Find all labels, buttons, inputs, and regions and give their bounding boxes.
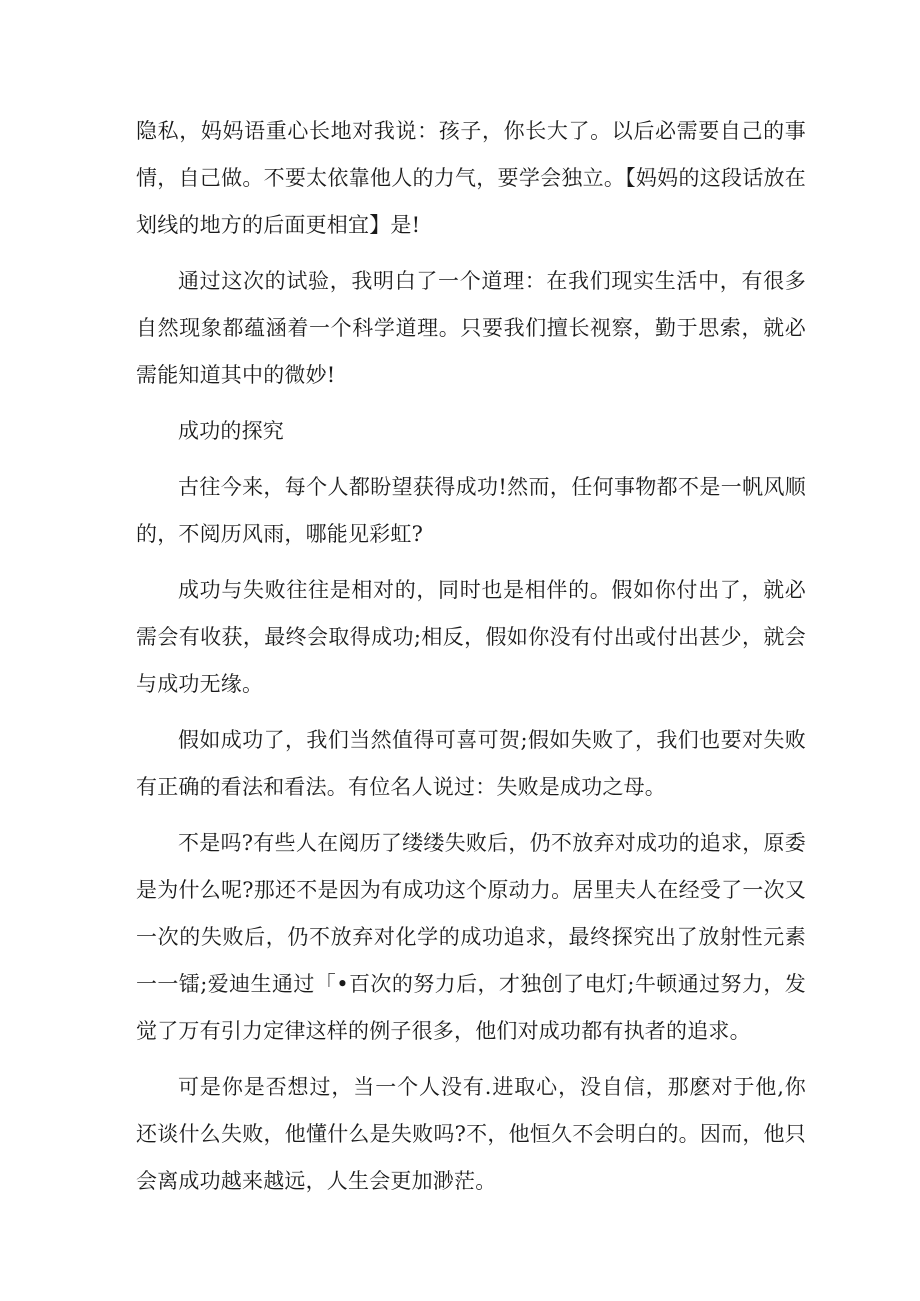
section-heading: 成功的探究 <box>178 419 284 443</box>
document-body <box>136 108 806 1214</box>
paragraph-6: 不是吗?有些人在阅历了缕缕失败后，仍不放弃对成功的追求，原委是为什么呢?那还不是因为有成功这个原动力。居里夫人在经受了一次又一次的失败后，仍不放弃对化学的成功追求，最终探究出了放射性元素一一镭;爱迪生通过「•百次的努力后，才独创了电灯;牛顿通过努力，发觉了万有引力定律这样的例子很多，他们对成功都有执者的追求。 <box>136 831 806 1043</box>
paragraph-7: 可是你是否想过，当一个人没有.进取心，没自信，那麽对于他,你还谈什么失败，他懂什么是失败吗?不，他恒久不会明白的。因而，他只会离成功越来越远，人生会更加渺茫。 <box>136 1075 806 1193</box>
paragraph-3: 古往今来，每个人都盼望获得成功!然而，任何事物都不是一帆风顺的，不阅历风雨，哪能见彩虹? <box>136 475 806 546</box>
paragraph-4: 成功与失败往往是相对的，同时也是相伴的。假如你付出了，就必需会有收获，最终会取得成功;相反，假如你没有付出或付出甚少，就会与成功无缘。 <box>136 578 806 696</box>
paragraph-5: 假如成功了，我们当然值得可喜可贺;假如失败了，我们也要对失败有正确的看法和看法。有位名人说过：失败是成功之母。 <box>136 728 806 799</box>
paragraph-1: 隐私，妈妈语重心长地对我说：孩子，你长大了。以后必需要自己的事情，自己做。不要太依靠他人的力气，要学会独立。【妈妈的这段话放在划线的地方的后面更相宜】是! <box>136 119 806 237</box>
paragraph-2: 通过这次的试验，我明白了一个道理：在我们现实生活中，有很多自然现象都蕴涵着一个科学道理。只要我们擅长视察，勤于思索，就必需能知道其中的微妙! <box>136 269 806 387</box>
